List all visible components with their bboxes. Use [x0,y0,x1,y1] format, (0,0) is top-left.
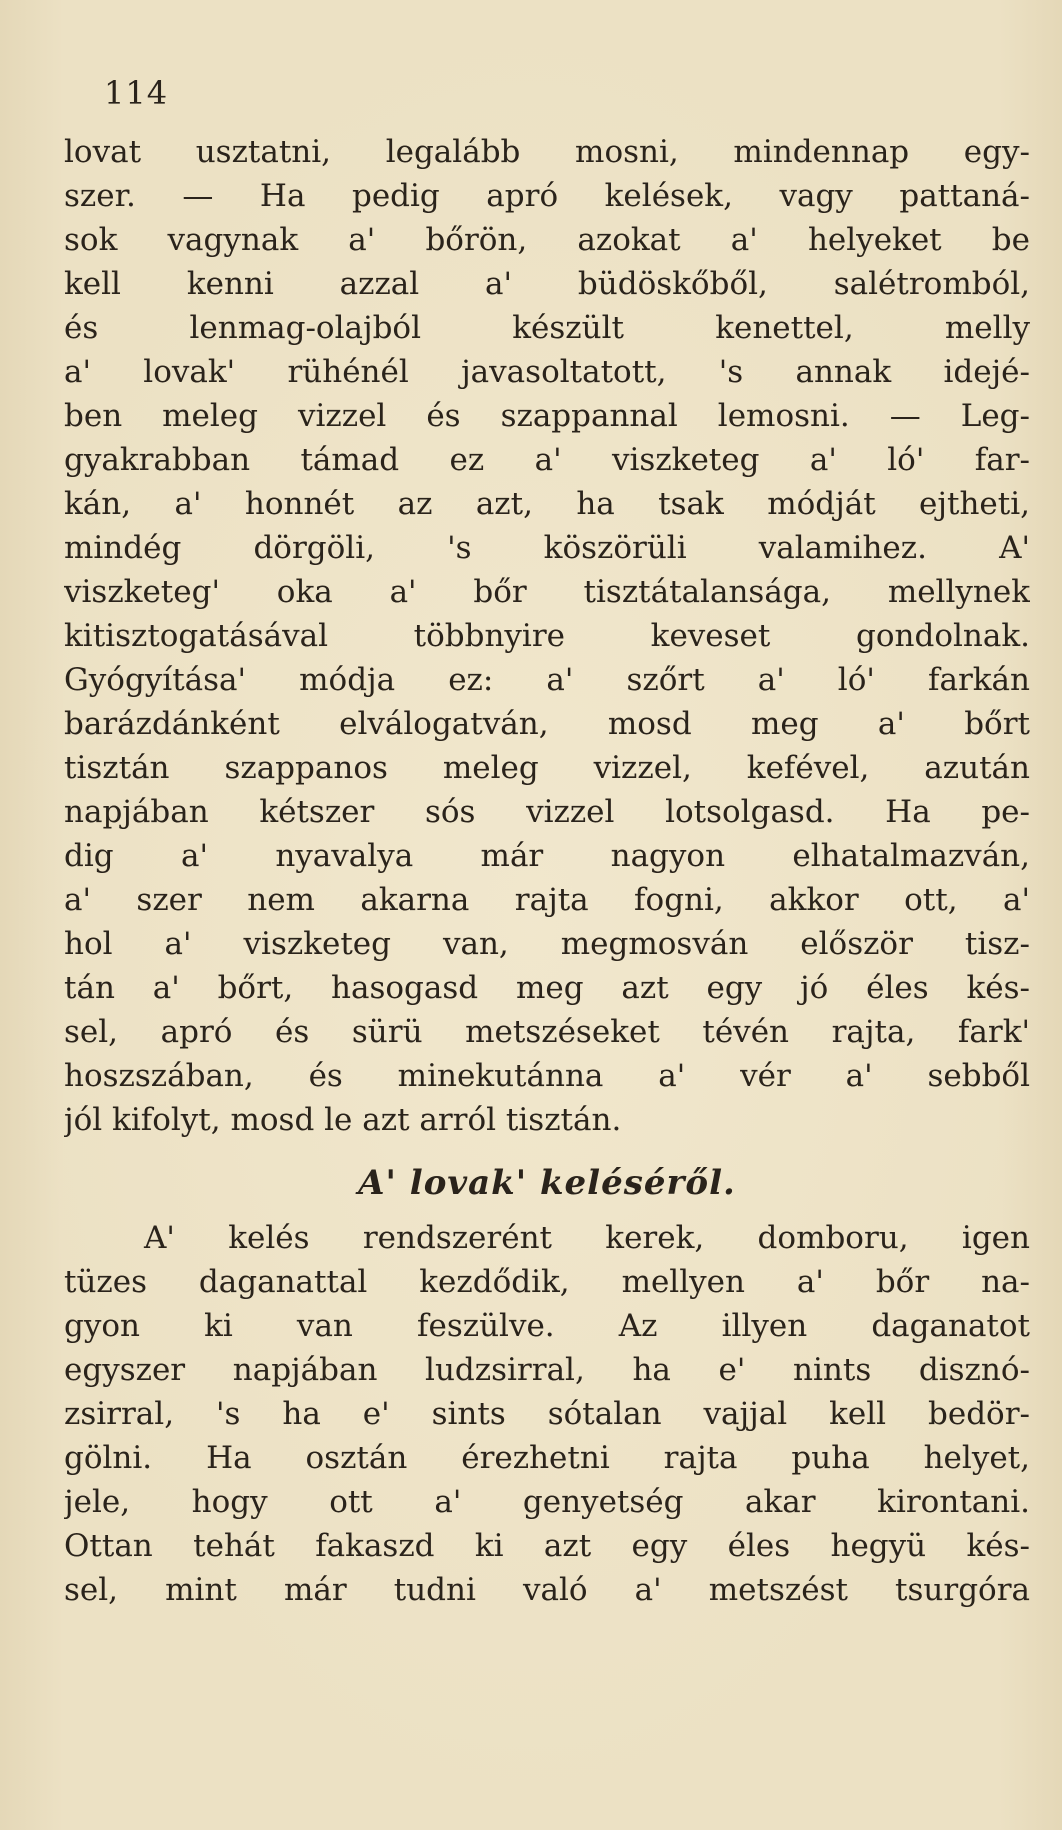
text-line: lovat usztatni, legalább mosni, mindennap egy- [64,134,1030,170]
page-number: 114 [104,74,169,112]
text-line: hoszszában, és minekutánna a' vér a' sebből [64,1058,1030,1094]
text-line: tüzes daganattal kezdődik, mellyen a' bőr na- [64,1264,1030,1300]
text-line: Ottan tehát fakaszd ki azt egy éles hegyü kés- [64,1528,1030,1564]
paragraph-1 [64,130,1030,1142]
text-line: A' kelés rendszerént kerek, domboru, igen [144,1220,1030,1256]
text-line: szer. — Ha pedig apró kelések, vagy pattaná- [64,178,1030,214]
section-heading [64,1150,1030,1216]
text-line: Gyógyítása' módja ez: a' szőrt a' ló' farkán [64,662,1030,698]
text-line: a' szer nem akarna rajta fogni, akkor ott, a' [64,882,1030,918]
text-line: ben meleg vizzel és szappannal lemosni. — Leg- [64,398,1030,434]
paragraph-2 [64,1216,1030,1612]
text-line: gölni. Ha osztán érezhetni rajta puha helyet, [64,1440,1030,1476]
text-line: jól kifolyt, mosd le azt arról tisztán. [64,1102,622,1138]
text-line: kán, a' honnét az azt, ha tsak módját ejtheti, [64,486,1030,522]
text-line: dig a' nyavalya már nagyon elhatalmazván, [64,838,1030,874]
body-text [64,130,1030,1612]
text-line: kell kenni azzal a' büdöskőből, salétromból, [64,266,1030,302]
text-line: barázdánként elválogatván, mosd meg a' bőrt [64,706,1030,742]
text-line: sel, apró és sürü metszéseket tévén rajta, fark' [64,1014,1030,1050]
text-line: a' lovak' rühénél javasoltatott, 's annak idejé- [64,354,1030,390]
text-line: jele, hogy ott a' genyetség akar kirontani. [64,1484,1030,1520]
text-line: sok vagynak a' bőrön, azokat a' helyeket be [64,222,1030,258]
text-line: kitisztogatásával többnyire keveset gondolnak. [64,618,1030,654]
text-line: viszketeg' oka a' bőr tisztátalansága, mellynek [64,574,1030,610]
text-line: mindég dörgöli, 's köszörüli valamihez. A' [64,530,1030,566]
text-line: sel, mint már tudni való a' metszést tsurgóra [64,1572,1030,1608]
text-line: napjában kétszer sós vizzel lotsolgasd. Ha pe- [64,794,1030,830]
section-heading-text: A' lovak' keléséről. [358,1163,736,1203]
text-line: tisztán szappanos meleg vizzel, kefével, azután [64,750,1030,786]
text-line: gyon ki van feszülve. Az illyen daganatot [64,1308,1030,1344]
text-line: tán a' bőrt, hasogasd meg azt egy jó éles kés- [64,970,1030,1006]
text-line: hol a' viszketeg van, megmosván először tisz- [64,926,1030,962]
text-line: gyakrabban támad ez a' viszketeg a' ló' far- [64,442,1030,478]
text-line: zsirral, 's ha e' sints sótalan vajjal kell bedör- [64,1396,1030,1432]
text-line: és lenmag-olajból készült kenettel, melly [64,310,1030,346]
text-line: egyszer napjában ludzsirral, ha e' nints disznó- [64,1352,1030,1388]
